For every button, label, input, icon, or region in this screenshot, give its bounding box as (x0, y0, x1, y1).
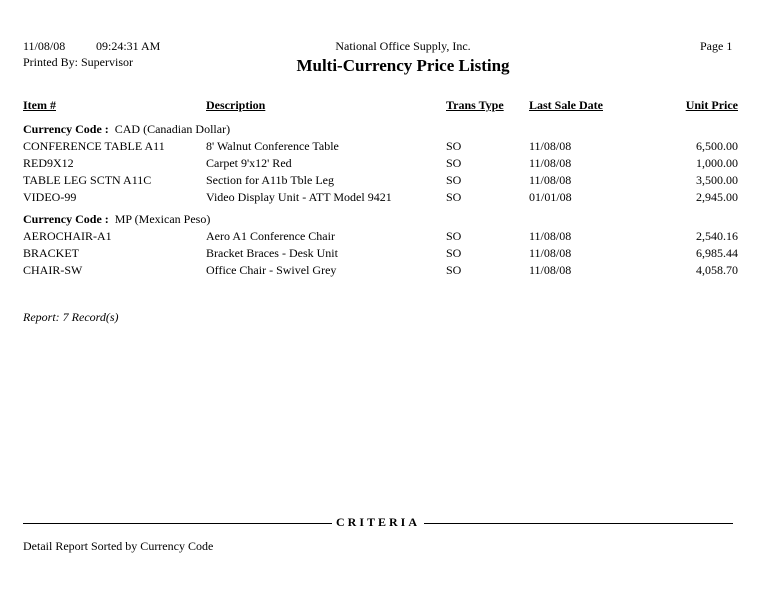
page-number: Page 1 (700, 39, 733, 53)
cell-description: Video Display Unit - ATT Model 9421 (206, 190, 392, 204)
cell-last-sale-date: 11/08/08 (529, 139, 572, 153)
column-header-description: Description (206, 98, 266, 112)
cell-unit-price: 2,540.16 (696, 229, 738, 243)
cell-trans-type: SO (446, 229, 462, 243)
cell-last-sale-date: 11/08/08 (529, 263, 572, 277)
cell-item: CHAIR-SW (23, 263, 83, 277)
cell-unit-price: 4,058.70 (696, 263, 738, 277)
cell-description: 8' Walnut Conference Table (206, 139, 339, 153)
currency-code-value: CAD (Canadian Dollar) (114, 122, 231, 136)
record-count-summary: Report: 7 Record(s) (23, 310, 119, 324)
report-date: 11/08/08 (23, 39, 66, 53)
cell-description: Bracket Braces - Desk Unit (206, 246, 338, 260)
currency-group-title (23, 122, 230, 137)
cell-item: RED9X12 (23, 156, 74, 170)
currency-group-title (23, 212, 210, 227)
table-row (0, 139, 770, 156)
report-title: Multi-Currency Price Listing (296, 56, 510, 75)
printed-by: Printed By: Supervisor (23, 55, 133, 69)
column-header-trans-type: Trans Type (446, 98, 504, 112)
report-time: 09:24:31 AM (96, 39, 161, 53)
cell-unit-price: 2,945.00 (696, 190, 738, 204)
cell-trans-type: SO (446, 156, 462, 170)
cell-trans-type: SO (446, 173, 462, 187)
cell-trans-type: SO (446, 190, 462, 204)
cell-trans-type: SO (446, 139, 462, 153)
currency-code-value: MP (Mexican Peso) (114, 212, 211, 226)
table-row (0, 229, 770, 246)
criteria-divider (23, 515, 733, 531)
column-header-last-sale-date: Last Sale Date (529, 98, 603, 112)
cell-description: Aero A1 Conference Chair (206, 229, 335, 243)
cell-trans-type: SO (446, 246, 462, 260)
cell-last-sale-date: 11/08/08 (529, 173, 572, 187)
cell-item: AEROCHAIR-A1 (23, 229, 112, 243)
column-header-item: Item # (23, 98, 56, 112)
cell-description: Carpet 9'x12' Red (206, 156, 292, 170)
cell-description: Section for A11b Tble Leg (206, 173, 334, 187)
currency-code-label: Currency Code : (23, 212, 109, 226)
table-row (0, 190, 770, 207)
cell-last-sale-date: 11/08/08 (529, 156, 572, 170)
cell-unit-price: 1,000.00 (696, 156, 738, 170)
criteria-text: Detail Report Sorted by Currency Code (23, 539, 214, 553)
cell-last-sale-date: 11/08/08 (529, 246, 572, 260)
table-row (0, 246, 770, 263)
criteria-label: CRITERIA (332, 515, 424, 529)
cell-item: TABLE LEG SCTN A11C (23, 173, 152, 187)
cell-item: CONFERENCE TABLE A11 (23, 139, 165, 153)
currency-code-label: Currency Code : (23, 122, 109, 136)
cell-unit-price: 6,985.44 (696, 246, 738, 260)
table-row (0, 173, 770, 190)
cell-trans-type: SO (446, 263, 462, 277)
cell-description: Office Chair - Swivel Grey (206, 263, 337, 277)
company-name: National Office Supply, Inc. (335, 39, 471, 53)
column-header-unit-price: Unit Price (685, 98, 738, 112)
cell-item: BRACKET (23, 246, 80, 260)
table-row (0, 263, 770, 280)
cell-last-sale-date: 01/01/08 (529, 190, 572, 204)
cell-last-sale-date: 11/08/08 (529, 229, 572, 243)
cell-unit-price: 3,500.00 (696, 173, 738, 187)
cell-item: VIDEO-99 (23, 190, 77, 204)
cell-unit-price: 6,500.00 (696, 139, 738, 153)
table-row (0, 156, 770, 173)
